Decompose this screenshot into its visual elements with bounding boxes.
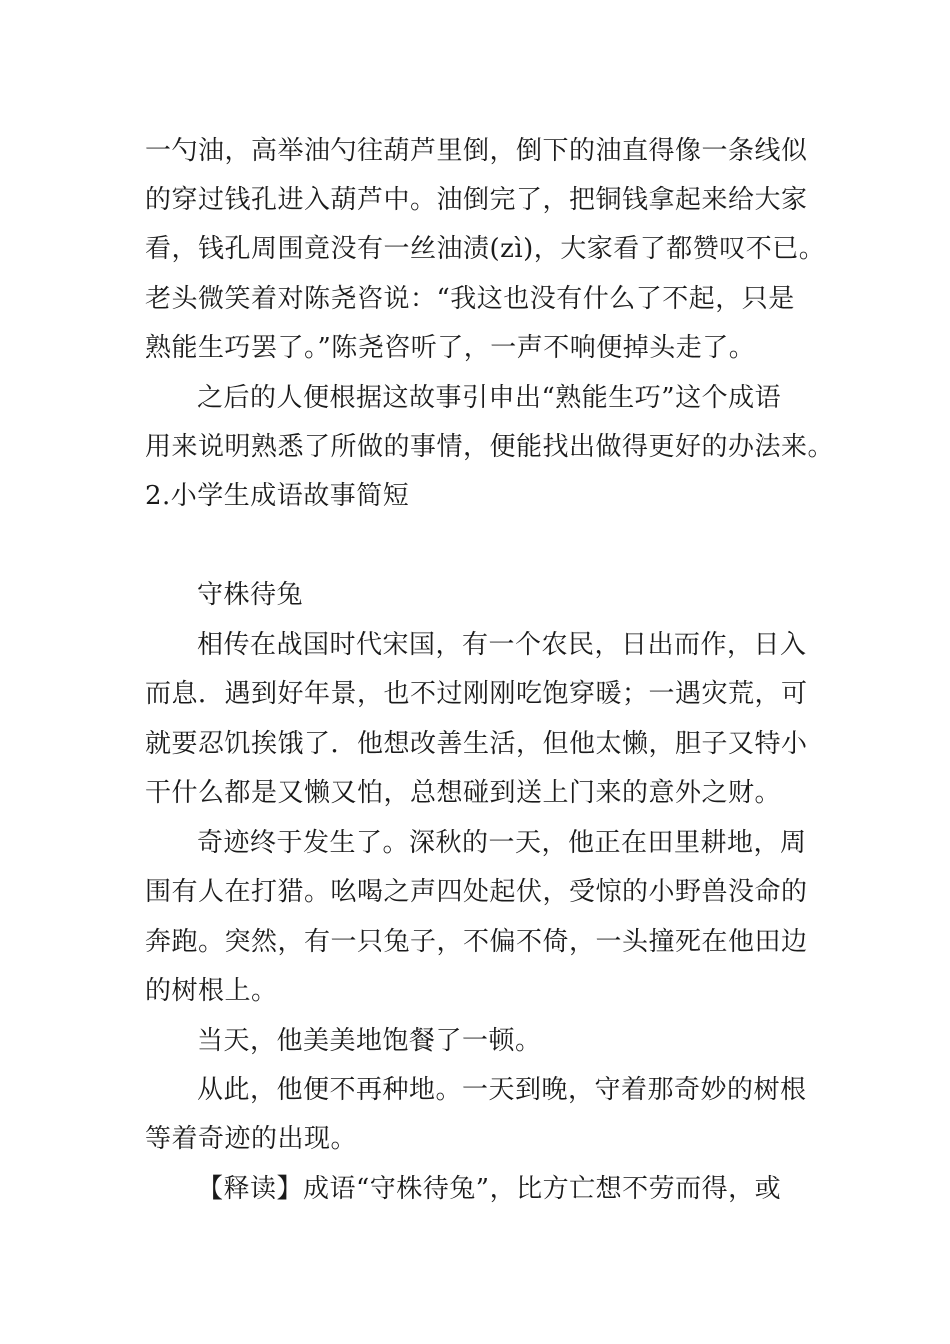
text-line: 一勺油，高举油勺往葫芦里倒，倒下的油直得像一条线似 xyxy=(145,136,808,166)
text-line: 等着奇迹的出现。 xyxy=(145,1124,358,1154)
text-line: 的树根上。 xyxy=(145,976,278,1006)
text-line: 围有人在打猎。吆喝之声四处起伏，受惊的小野兽没命的 xyxy=(145,877,808,907)
paragraph-start-line: 当天，他美美地饱餐了一顿。 xyxy=(197,1026,542,1056)
paragraph-start-line: 奇迹终于发生了。深秋的一天，他正在田里耕地，周 xyxy=(197,828,807,858)
text-line: 用来说明熟悉了所做的事情，便能找出做得更好的办法来。 xyxy=(145,432,835,462)
text-line: 看，钱孔周围竟没有一丝油渍(zì)，大家看了都赞叹不已。 xyxy=(145,234,826,264)
text-line: 老头微笑着对陈尧咨说：“我这也没有什么了不起，只是 xyxy=(145,284,795,314)
paragraph-start-line: 之后的人便根据这故事引申出“熟能生巧”这个成语 xyxy=(197,383,782,413)
text-line: 而息．遇到好年景，也不过刚刚吃饱穿暖；一遇灾荒，可 xyxy=(145,679,808,709)
text-line: 奔跑。突然，有一只兔子，不偏不倚，一头撞死在他田边 xyxy=(145,927,808,957)
paragraph-start-line: 从此，他便不再种地。一天到晚，守着那奇妙的树根 xyxy=(197,1075,807,1105)
paragraph-start-line: 【释读】成语“守株待兔”，比方亡想不劳而得，或 xyxy=(197,1174,782,1204)
text-line: 的穿过钱孔进入葫芦中。油倒完了，把铜钱拿起来给大家 xyxy=(145,185,808,215)
text-line: 熟能生巧罢了。”陈尧咨听了，一声不响便掉头走了。 xyxy=(145,333,756,363)
text-line: 就要忍饥挨饿了．他想改善生活，但他太懒，胆子又特小 xyxy=(145,729,808,759)
text-line: 干什么都是又懒又怕，总想碰到送上门来的意外之财。 xyxy=(145,778,782,808)
section-heading: 2.小学生成语故事简短 xyxy=(145,481,410,511)
paragraph-start-line: 相传在战国时代宋国，有一个农民，日出而作，日入 xyxy=(197,630,807,660)
story-title: 守株待兔 xyxy=(197,580,304,610)
